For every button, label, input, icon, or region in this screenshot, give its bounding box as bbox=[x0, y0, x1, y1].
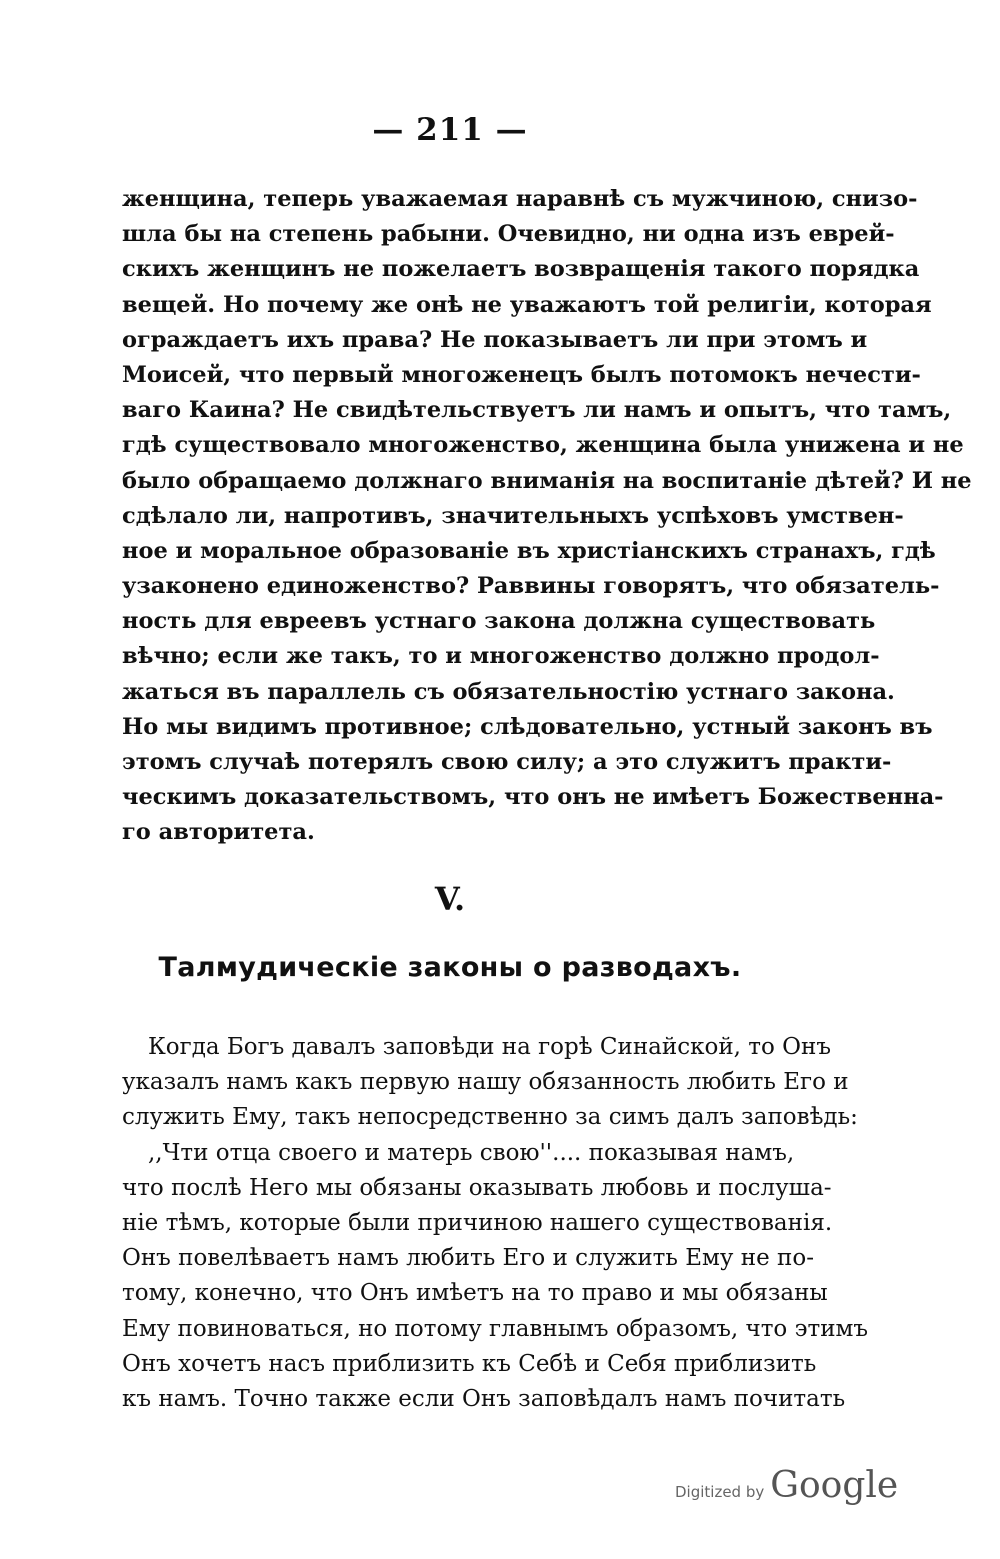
text-line: ніе тѣмъ, которые были причиною нашего существованія. bbox=[122, 1209, 833, 1236]
google-logo: Google bbox=[770, 1465, 899, 1506]
text-line: узаконено единоженство? Раввины говорятъ, что обязатель- bbox=[122, 573, 940, 600]
text-line: указалъ намъ какъ первую нашу обязанность любить Его и bbox=[122, 1069, 849, 1096]
text-line: ное и моральное образованіе въ христіанскихъ странахъ, гдѣ bbox=[122, 537, 936, 564]
text-line: ограждаетъ ихъ права? Не показываетъ ли при этомъ и bbox=[122, 326, 868, 353]
text-line: Когда Богъ давалъ заповѣди на горѣ Синайской, то Онъ bbox=[148, 1034, 831, 1060]
watermark-prefix: Digitized by bbox=[675, 1483, 765, 1501]
text-line: ,,Чти отца своего и матерь свою''.... показывая намъ, bbox=[148, 1139, 795, 1166]
text-line: служить Ему, такъ непосредственно за симъ далъ заповѣдь: bbox=[122, 1104, 858, 1131]
text-line: ваго Каина? Не свидѣтельствуетъ ли намъ и опытъ, что тамъ, bbox=[122, 397, 952, 424]
text-line: вещей. Но почему же онѣ не уважаютъ той религіи, которая bbox=[122, 291, 932, 318]
text-line: Моисей, что первый многоженецъ былъ потомокъ нечести- bbox=[122, 361, 921, 388]
paragraph-1 bbox=[122, 182, 972, 851]
text-line: шла бы на степень рабыни. Очевидно, ни одна изъ еврей- bbox=[122, 221, 895, 248]
text-line: что послѣ Него мы обязаны оказывать любовь и послуша- bbox=[122, 1174, 832, 1201]
text-line: Но мы видимъ противное; слѣдовательно, устный законъ въ bbox=[122, 713, 933, 740]
text-line: скихъ женщинъ не пожелаетъ возвращенія такого порядка bbox=[122, 256, 920, 283]
text-line: женщина, теперь уважаемая наравнѣ съ мужчиною, снизо- bbox=[122, 186, 918, 212]
text-line: этомъ случаѣ потерялъ свою силу; а это служитъ практи- bbox=[122, 749, 892, 775]
digitized-by-google-watermark bbox=[675, 1465, 898, 1515]
text-line: тому, конечно, что Онъ имѣетъ на то право и мы обязаны bbox=[122, 1280, 828, 1307]
section-number: V. bbox=[434, 880, 466, 918]
text-line: жаться въ параллель съ обязательностію устнаго закона. bbox=[122, 678, 895, 705]
section-title: Талмудическіе законы о разводахъ. bbox=[158, 952, 742, 983]
text-line: го авторитета. bbox=[122, 819, 315, 846]
text-line: Онъ повелѣваетъ намъ любить Его и служить Ему не по- bbox=[122, 1245, 814, 1272]
text-line: было обращаемо должнаго вниманія на воспитаніе дѣтей? И не bbox=[122, 467, 972, 494]
text-line: Онъ хочетъ насъ приблизить къ Себѣ и Себя приблизить bbox=[122, 1350, 817, 1377]
page-number: — 211 — bbox=[372, 112, 528, 148]
paragraph-2 bbox=[122, 1030, 869, 1417]
text-line: ческимъ доказательствомъ, что онъ не имѣетъ Божественна- bbox=[122, 784, 944, 811]
text-line: вѣчно; если же такъ, то и многоженство должно продол- bbox=[122, 643, 880, 670]
text-line: сдѣлало ли, напротивъ, значительныхъ успѣховъ умствен- bbox=[122, 502, 904, 529]
text-line: гдѣ существовало многоженство, женщина была унижена и не bbox=[122, 432, 964, 459]
text-line: Ему повиноваться, но потому главнымъ образомъ, что этимъ bbox=[122, 1315, 869, 1342]
text-line: ность для евреевъ устнаго закона должна существовать bbox=[122, 608, 876, 635]
text-line: къ намъ. Точно также если Онъ заповѣдалъ намъ почитать bbox=[122, 1385, 846, 1412]
